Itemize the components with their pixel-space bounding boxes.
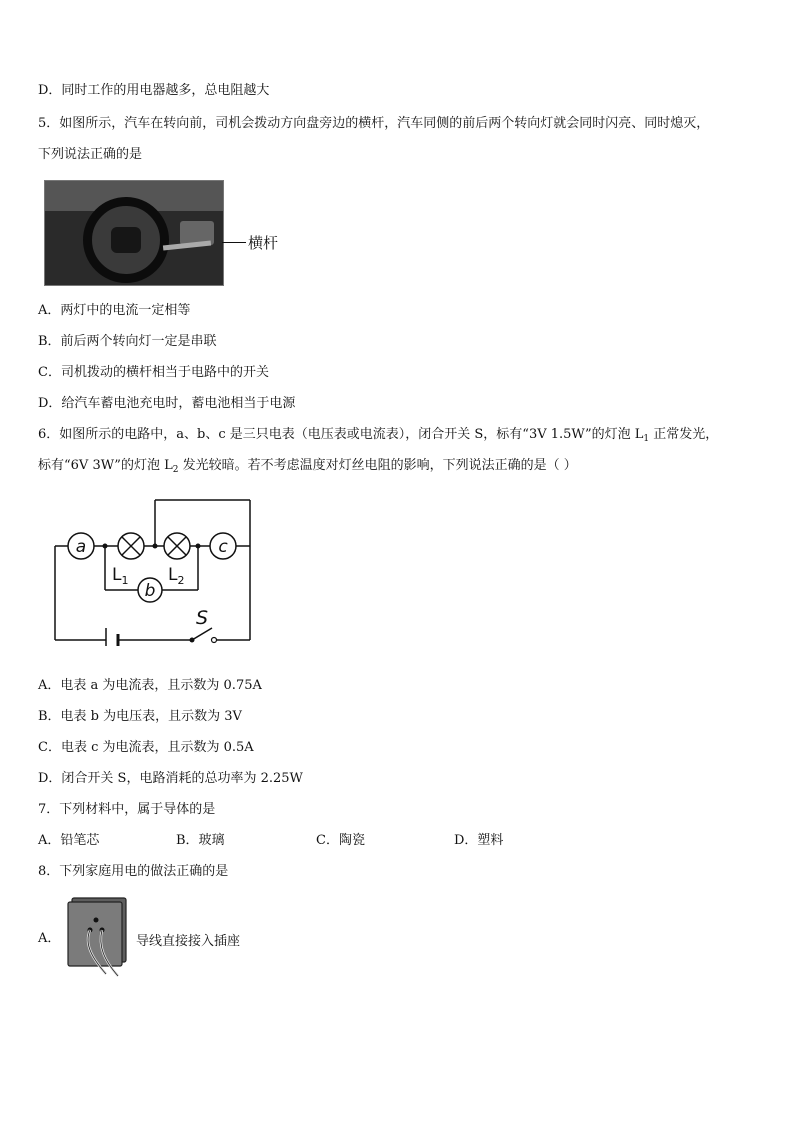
q6-option-c: C．电表 c 为电流表，且示数为 0.5A [38, 740, 254, 755]
q6-stem-line2 [38, 457, 577, 479]
stalk-pointer-line [222, 242, 246, 243]
q6-stem-line1-text: 6．如图所示的电路中，a、b、c 是三只电表（电压表或电流表），闭合开关 S，标有“3V 1.5W”的灯泡 L [38, 427, 644, 442]
lamp-l1-sub: 1 [121, 574, 129, 587]
q6-stem-line2-text: 标有“6V 3W”的灯泡 L [38, 458, 173, 473]
q6-option-d: D．闭合开关 S，电路消耗的总功率为 2.25W [38, 771, 303, 786]
meter-b-label: b [144, 581, 156, 601]
q6-stem-line1-sub: 1 [643, 434, 650, 444]
battery-symbol [106, 628, 118, 646]
q7-option-d: D．塑料 [454, 833, 504, 848]
q5-option-d: D．给汽车蓄电池充电时，蓄电池相当于电源 [38, 396, 296, 411]
lamp-l2-label [168, 565, 184, 587]
wheel-hub-shape [111, 227, 141, 253]
q4-option-d: D．同时工作的用电器越多，总电阻越大 [38, 83, 270, 98]
circuit-diagram [50, 494, 260, 646]
lamp-l1-letter: L [112, 565, 122, 585]
q7-option-c: C．陶瓷 [316, 833, 365, 848]
meter-c-label: c [218, 537, 228, 557]
q5-option-b: B．前后两个转向灯一定是串联 [38, 334, 217, 349]
lamp-l2-letter: L [168, 565, 178, 585]
q6-stem-line2-tail: 发光较暗。若不考虑温度对灯丝电阻的影响，下列说法正确的是（ ） [178, 458, 577, 473]
q6-stem-line1-tail: 正常发光， [649, 427, 719, 442]
socket-icon [66, 896, 134, 986]
steering-wheel-photo [44, 180, 224, 286]
q7-option-b: B．玻璃 [176, 833, 225, 848]
q6-stem-line1 [38, 426, 718, 448]
lamp-l2-symbol [164, 533, 190, 559]
turn-stalk-shape [163, 241, 211, 251]
q5-option-c: C．司机拨动的横杆相当于电路中的开关 [38, 365, 269, 380]
lamp-l1-label [112, 565, 128, 587]
stalk-label: 横杆 [248, 234, 279, 252]
lamp-l1-symbol [118, 533, 144, 559]
switch-symbol [190, 628, 217, 643]
q8-option-a-caption: 导线直接接入插座 [136, 934, 241, 949]
q6-option-a: A．电表 a 为电流表，且示数为 0.75A [38, 678, 262, 693]
lamp-l2-sub: 2 [177, 574, 185, 587]
q7-option-a: A．铅笔芯 [38, 833, 100, 848]
q8-stem: 8．下列家庭用电的做法正确的是 [38, 864, 229, 879]
q5-stem-line2: 下列说法正确的是 [38, 147, 143, 162]
q6-option-b: B．电表 b 为电压表，且示数为 3V [38, 709, 242, 724]
q8-option-a-letter: A． [38, 931, 61, 946]
meter-a-label: a [75, 537, 87, 557]
switch-label: S [195, 607, 209, 629]
q5-option-a: A．两灯中的电流一定相等 [38, 303, 191, 318]
q5-stem-line1: 5．如图所示，汽车在转向前，司机会拨动方向盘旁边的横杆，汽车同侧的前后两个转向灯就会同时闪亮、同时熄灭， [38, 116, 710, 131]
q7-stem: 7．下列材料中，属于导体的是 [38, 802, 216, 817]
q6-stem-line2-sub: 2 [172, 465, 179, 475]
